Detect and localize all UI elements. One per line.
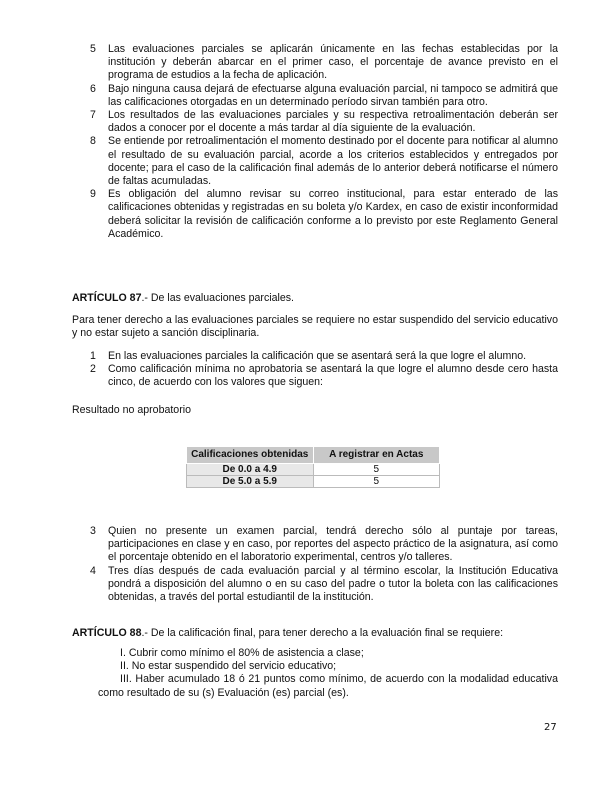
numbered-list-c xyxy=(90,525,558,604)
table-header-row xyxy=(187,447,440,464)
article-88-heading xyxy=(72,627,503,639)
table-row xyxy=(187,476,440,488)
item-number: 4 xyxy=(90,564,96,577)
item-number: 3 xyxy=(90,525,96,537)
item-text: Se entiende por retroalimentación el momento destinado por el docente para notificar al alumno el resultado de su evaluación parcial, acorde a los criterios establecidos y entregados por docente; para el caso de la calificación final además de lo anterior deberá notificarse el número de faltas acumuladas. xyxy=(108,135,558,188)
item-text: Es obligación del alumno revisar su correo institucional, para estar enterado de las calificaciones obtenidas y registradas en su boleta y/o Kardex, en caso de existir inconformidad deberá solicitar la revisión de calificación conforme a lo previsto por este Reglamento General Académico. xyxy=(108,188,558,240)
item-text: Tres días después de cada evaluación parcial y al término escolar, la Institución Educativa pondrá a disposición del alumno o en su caso del padre o tutor la boleta con las calificaciones obtenidas, a través del portal estudiantil de la institución. xyxy=(108,564,558,604)
item-number: 6 xyxy=(90,82,96,95)
item-number: 7 xyxy=(90,109,96,122)
item-text: Bajo ninguna causa dejará de efectuarse alguna evaluación parcial, ni tampoco se admitirá que las calificaciones otorgadas en un determinado período sirvan también para otro. xyxy=(108,82,558,108)
list-item xyxy=(90,565,558,605)
article-87-label: ARTÍCULO 87 xyxy=(72,292,142,304)
item-number: 2 xyxy=(90,363,96,376)
table-cell: De 5.0 a 5.9 xyxy=(187,476,314,488)
grades-table xyxy=(186,446,440,488)
column-header-grades: Calificaciones obtenidas xyxy=(187,447,314,464)
item-number: 5 xyxy=(90,43,96,55)
item-text: En las evaluaciones parciales la calificación que se asentará será la que logre el alumno. xyxy=(108,350,527,362)
article-87-title: .- De las evaluaciones parciales. xyxy=(141,292,294,304)
item-text: Quien no presente un examen parcial, tendrá derecho sólo al puntaje por tareas, participaciones en clase y en caso, por reportes del aspecto práctico de la asignatura, así como el porcentaje obtenido en el laboratorio experimental, centros y/o talleres. xyxy=(108,525,558,564)
table-cell: 5 xyxy=(313,464,440,476)
list-item xyxy=(90,109,558,135)
numbered-list-b xyxy=(90,350,558,390)
numbered-list-a xyxy=(90,43,558,241)
page-number: 27 xyxy=(544,722,557,733)
list-item xyxy=(90,363,558,389)
item-number: 9 xyxy=(90,188,96,201)
requirement-item: III. Haber acumulado 18 ó 21 puntos como mínimo, de acuerdo con la modalidad educativa como resultado de su (s) Evaluación (es) parcial (es). xyxy=(98,673,558,699)
list-item xyxy=(90,83,558,109)
requirements-list xyxy=(98,647,558,700)
article-88-label: ARTÍCULO 88 xyxy=(72,627,142,639)
list-item xyxy=(90,350,558,363)
requirement-item: II. No estar suspendido del servicio educativo; xyxy=(120,660,337,673)
requirement-item: I. Cubrir como mínimo el 80% de asistencia a clase; xyxy=(120,647,364,659)
item-text: Como calificación mínima no aprobatoria se asentará la que logre el alumno desde cero hasta cinco, de acuerdo con los valores que siguen: xyxy=(108,363,558,389)
list-item xyxy=(90,525,558,565)
column-header-record: A registrar en Actas xyxy=(313,447,440,464)
article-87-heading xyxy=(72,292,294,304)
table-cell: 5 xyxy=(313,476,440,488)
article-87-intro: Para tener derecho a las evaluaciones parciales se requiere no estar suspendido del servicio educativo y no estar sujeto a sanción disciplinaria. xyxy=(72,314,558,340)
article-88-title: .- De la calificación final, para tener derecho a la evaluación final se requiere: xyxy=(141,627,504,639)
item-number: 1 xyxy=(90,350,96,362)
table-row xyxy=(187,464,440,476)
item-text: Los resultados de las evaluaciones parciales y su respectiva retroalimentación deberán ser dados a conocer por el docente a más tardar al día siguiente de la evaluación. xyxy=(108,109,558,135)
table-cell: De 0.0 a 4.9 xyxy=(187,464,314,476)
result-label: Resultado no aprobatorio xyxy=(72,404,191,416)
list-item xyxy=(90,188,558,241)
list-item xyxy=(90,43,558,83)
item-number: 8 xyxy=(90,135,96,148)
item-text: Las evaluaciones parciales se aplicarán únicamente en las fechas establecidas por la institución y deberán abarcar en el primer caso, el porcentaje de avance previsto en el programa de estudios a la fecha de aplicación. xyxy=(108,43,558,82)
list-item xyxy=(90,135,558,188)
